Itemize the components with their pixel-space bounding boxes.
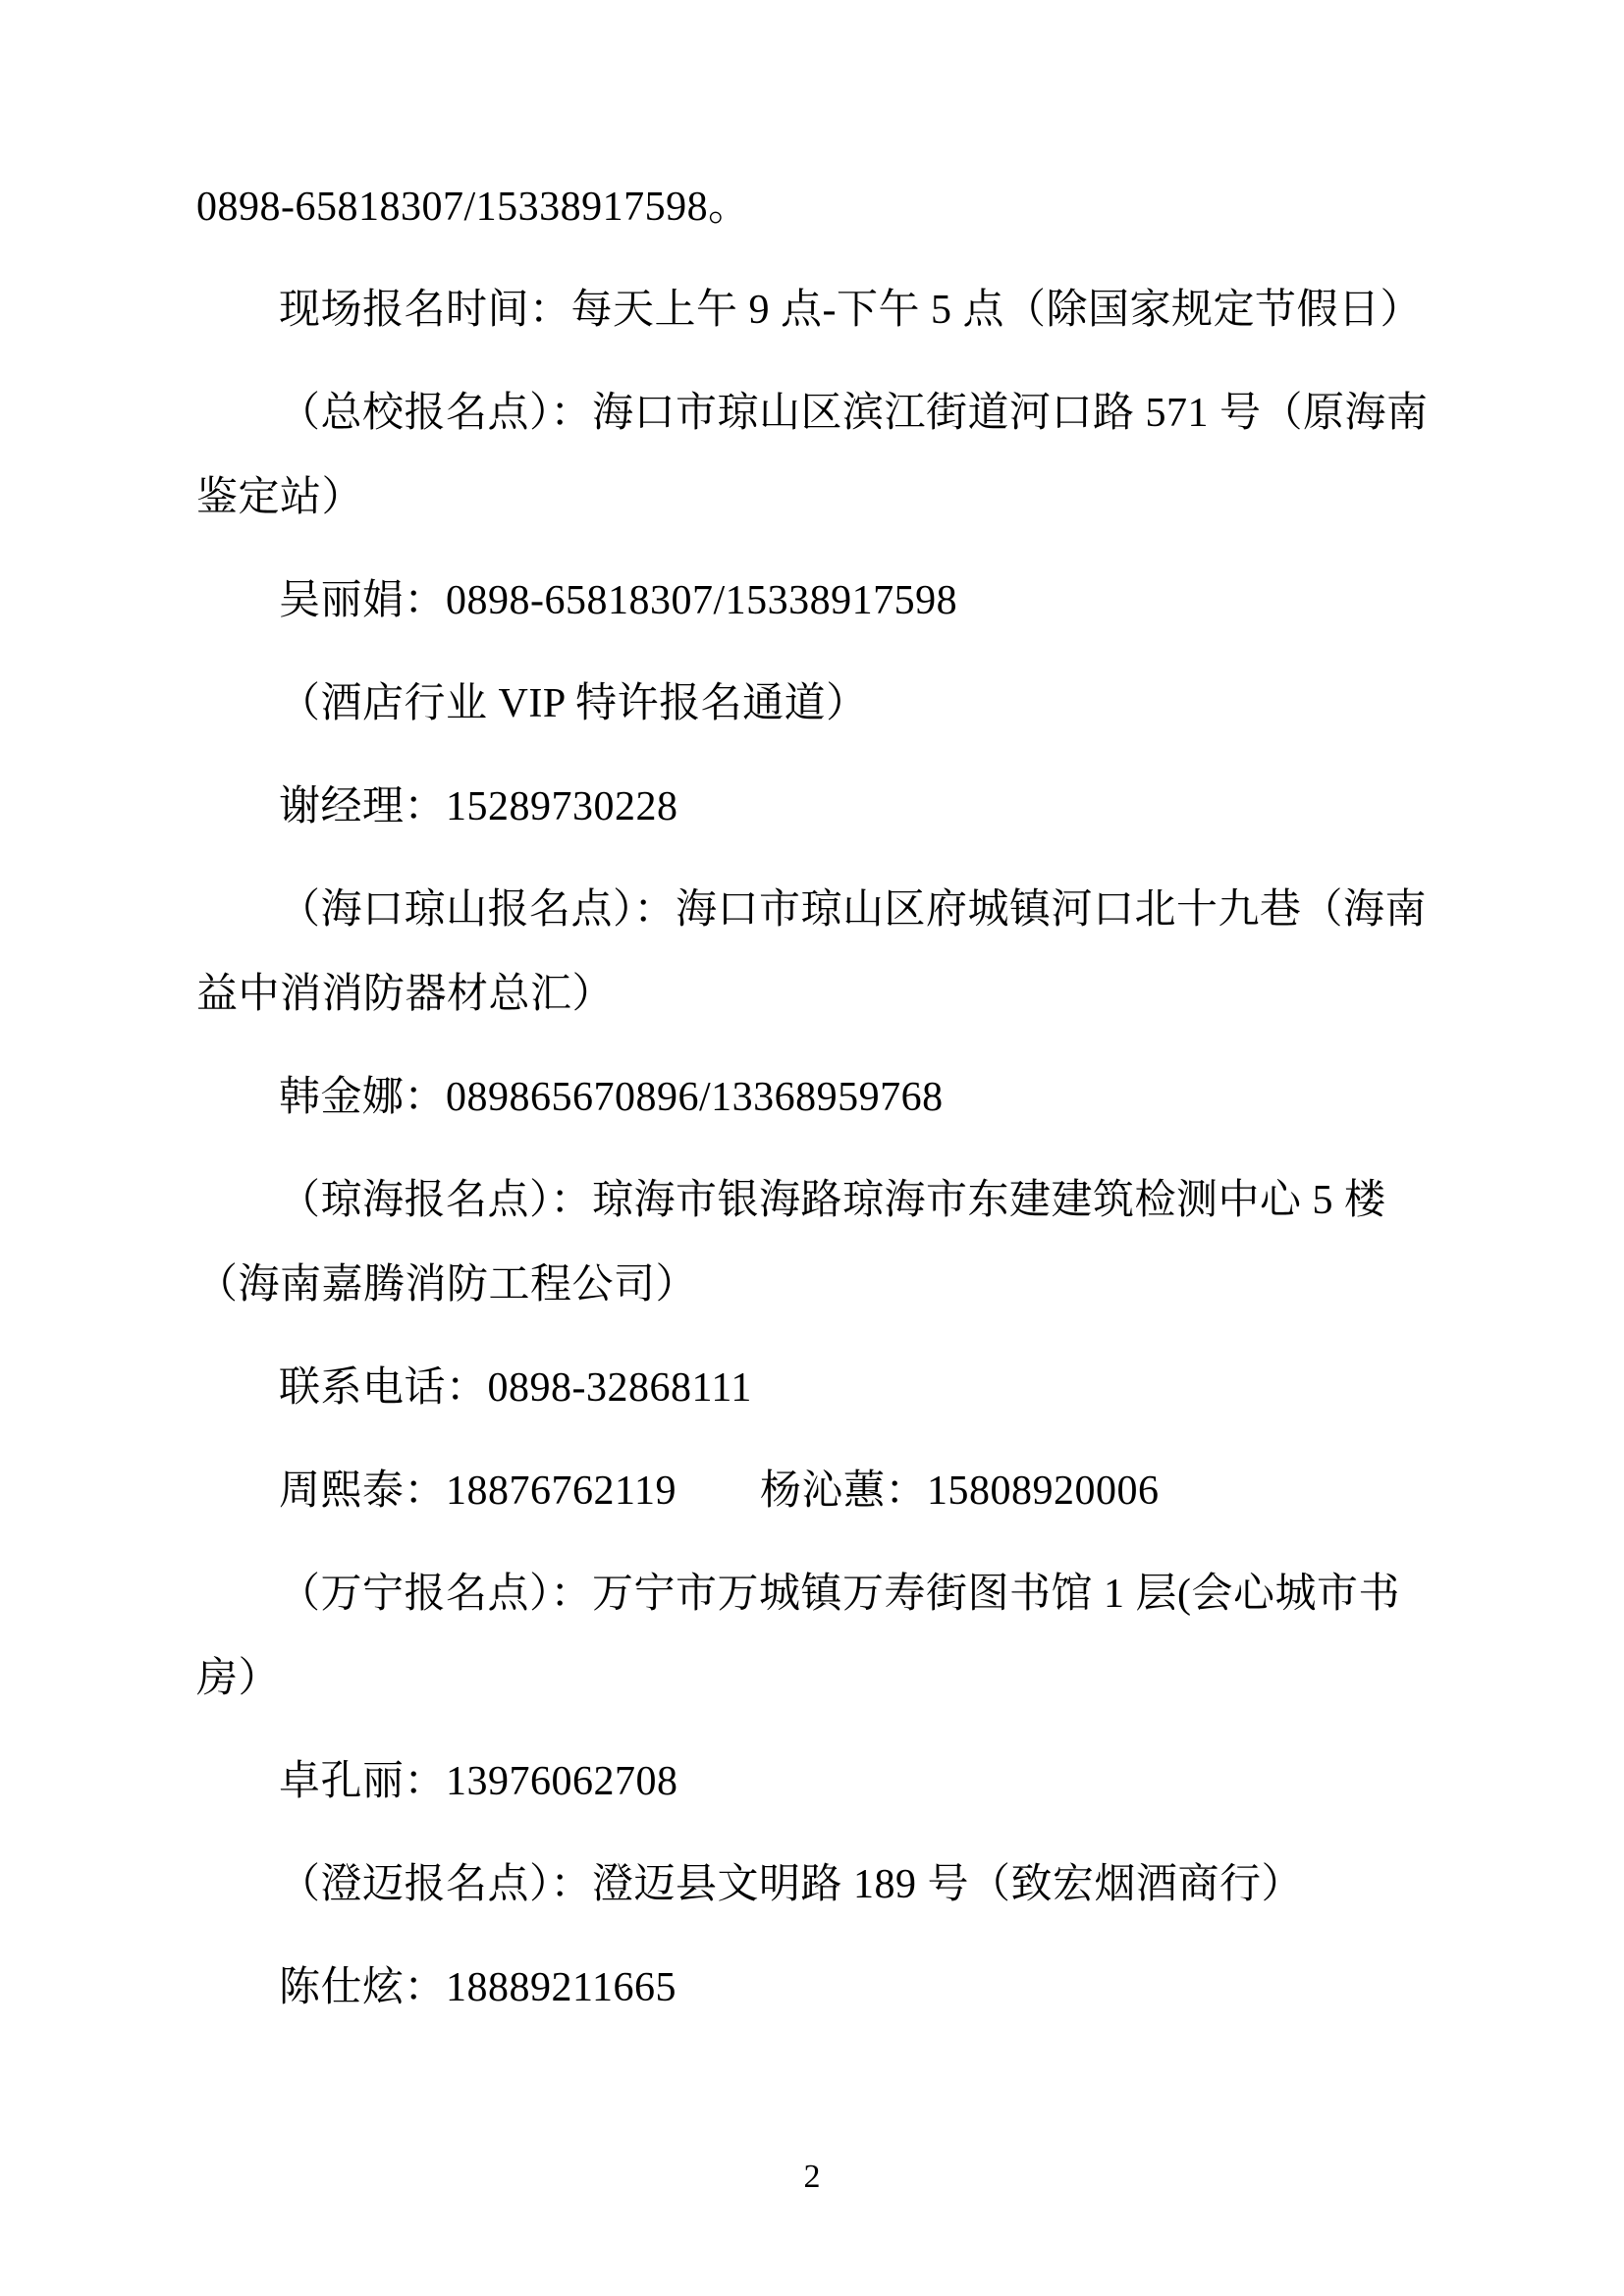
paragraph-wrap-line: （海南嘉腾消防工程公司） [196, 1262, 698, 1308]
document-body [196, 165, 1473, 2049]
paragraph [196, 371, 1473, 540]
paragraph [196, 868, 1473, 1037]
paragraph-line: 卓孔丽：13976062708 [279, 1759, 678, 1804]
paragraph-line: （海口琼山报名点）：海口市琼山区府城镇河口北十九巷（海南 [279, 887, 1428, 933]
paragraph-line: 谢经理：15289730228 [279, 784, 678, 829]
paragraph [196, 662, 1473, 746]
paragraph-line: （澄迈报名点）：澄迈县文明路 189 号（致宏烟酒商行） [279, 1862, 1304, 1907]
paragraph [196, 1055, 1473, 1140]
paragraph [196, 765, 1473, 849]
paragraph-line: 现场报名时间：每天上午 9 点-下午 5 点（除国家规定节假日） [279, 288, 1422, 333]
paragraph [196, 1842, 1473, 1927]
paragraph-line: 韩金娜：089865670896/13368959768 [279, 1075, 944, 1120]
paragraph-wrap-line: 益中消消防器材总汇） [196, 972, 615, 1017]
page-number: 2 [803, 2159, 821, 2195]
paragraph [196, 1946, 1473, 2030]
paragraph [196, 1346, 1473, 1430]
paragraph-wrap-line: 房） [196, 1656, 281, 1701]
paragraph-line: 周熙泰：18876762119 杨沁蕙：15808920006 [279, 1468, 1160, 1514]
paragraph [196, 1552, 1473, 1721]
paragraph-line: （总校报名点）：海口市琼山区滨江街道河口路 571 号（原海南 [279, 391, 1429, 436]
paragraph [196, 1449, 1473, 1533]
paragraph-line: 陈仕炫：18889211665 [279, 1965, 677, 2010]
paragraph-line: 联系电话：0898-32868111 [279, 1365, 752, 1411]
paragraph [196, 559, 1473, 643]
paragraph [196, 1158, 1473, 1327]
paragraph-line: （琼海报名点）：琼海市银海路琼海市东建建筑检测中心 5 楼 [279, 1178, 1386, 1223]
paragraph-line: （万宁报名点）：万宁市万城镇万寿街图书馆 1 层(会心城市书 [279, 1572, 1400, 1617]
paragraph-line: （酒店行业 VIP 特许报名通道） [279, 681, 868, 726]
paragraph [196, 268, 1473, 352]
paragraph-line: 0898-65818307/15338917598。 [196, 185, 750, 230]
paragraph-line: 吴丽娟：0898-65818307/15338917598 [279, 578, 958, 623]
paragraph-wrap-line: 鉴定站） [196, 475, 364, 520]
paragraph [196, 165, 1473, 249]
paragraph [196, 1739, 1473, 1824]
